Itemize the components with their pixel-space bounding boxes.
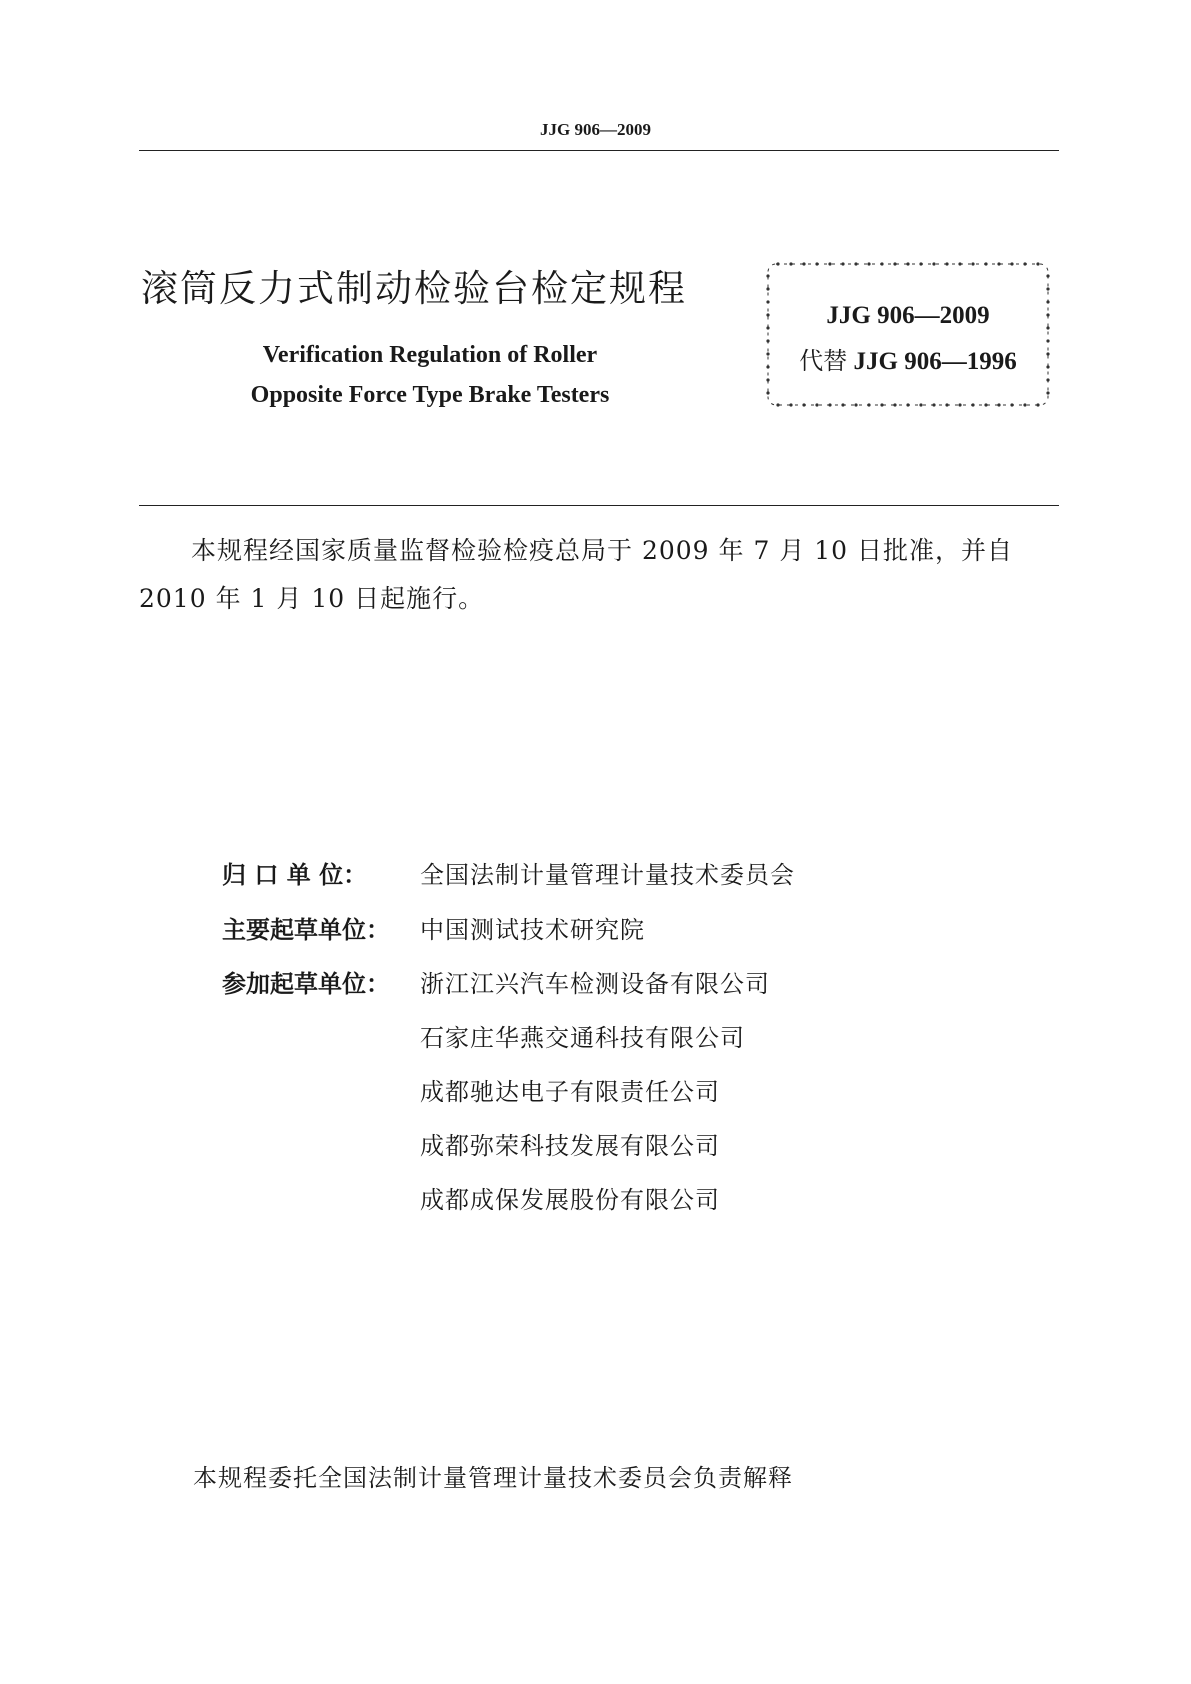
interpretation-note: 本规程委托全国法制计量管理计量技术委员会负责解释 bbox=[193, 1464, 793, 1492]
title-english-line1: Verification Regulation of Roller bbox=[262, 342, 598, 368]
responsible-unit: 全国法制计量管理计量技术委员会 bbox=[420, 861, 795, 889]
main-drafter-label: 主要起草单位： bbox=[222, 916, 390, 944]
approval-line-1: 本规程经国家质量监督检验检疫总局于 2009 年 7 月 10 日批准，并自 bbox=[191, 536, 1014, 565]
replaces-code: JJG 906—1996 bbox=[853, 348, 1017, 375]
participant-item: 成都成保发展股份有限公司 bbox=[420, 1186, 720, 1214]
standard-code-value: JJG 906—2009 bbox=[826, 302, 990, 329]
section-rule bbox=[139, 505, 1059, 506]
header-rule bbox=[139, 150, 1059, 151]
approval-line-2: 2010 年 1 月 10 日起施行。 bbox=[139, 584, 485, 613]
participant-item: 石家庄华燕交通科技有限公司 bbox=[420, 1024, 745, 1052]
participant-item: 成都弥荣科技发展有限公司 bbox=[420, 1132, 720, 1160]
responsible-unit-label: 归 口 单 位： bbox=[222, 861, 368, 889]
replaces-label: 代替 bbox=[799, 347, 848, 375]
main-drafter: 中国测试技术研究院 bbox=[420, 916, 645, 944]
participant-item: 浙江江兴汽车检测设备有限公司 bbox=[420, 970, 770, 998]
running-header-code: JJG 906—2009 bbox=[540, 120, 651, 139]
title-chinese: 滚筒反力式制动检验台检定规程 bbox=[141, 267, 687, 310]
standard-code bbox=[762, 302, 1054, 330]
standard-code-frame bbox=[762, 258, 1054, 411]
title-english-line2: Opposite Force Type Brake Testers bbox=[250, 382, 610, 408]
participants-label: 参加起草单位： bbox=[222, 970, 390, 998]
participant-item: 成都驰达电子有限责任公司 bbox=[420, 1078, 720, 1106]
replaces-line bbox=[762, 341, 1054, 376]
